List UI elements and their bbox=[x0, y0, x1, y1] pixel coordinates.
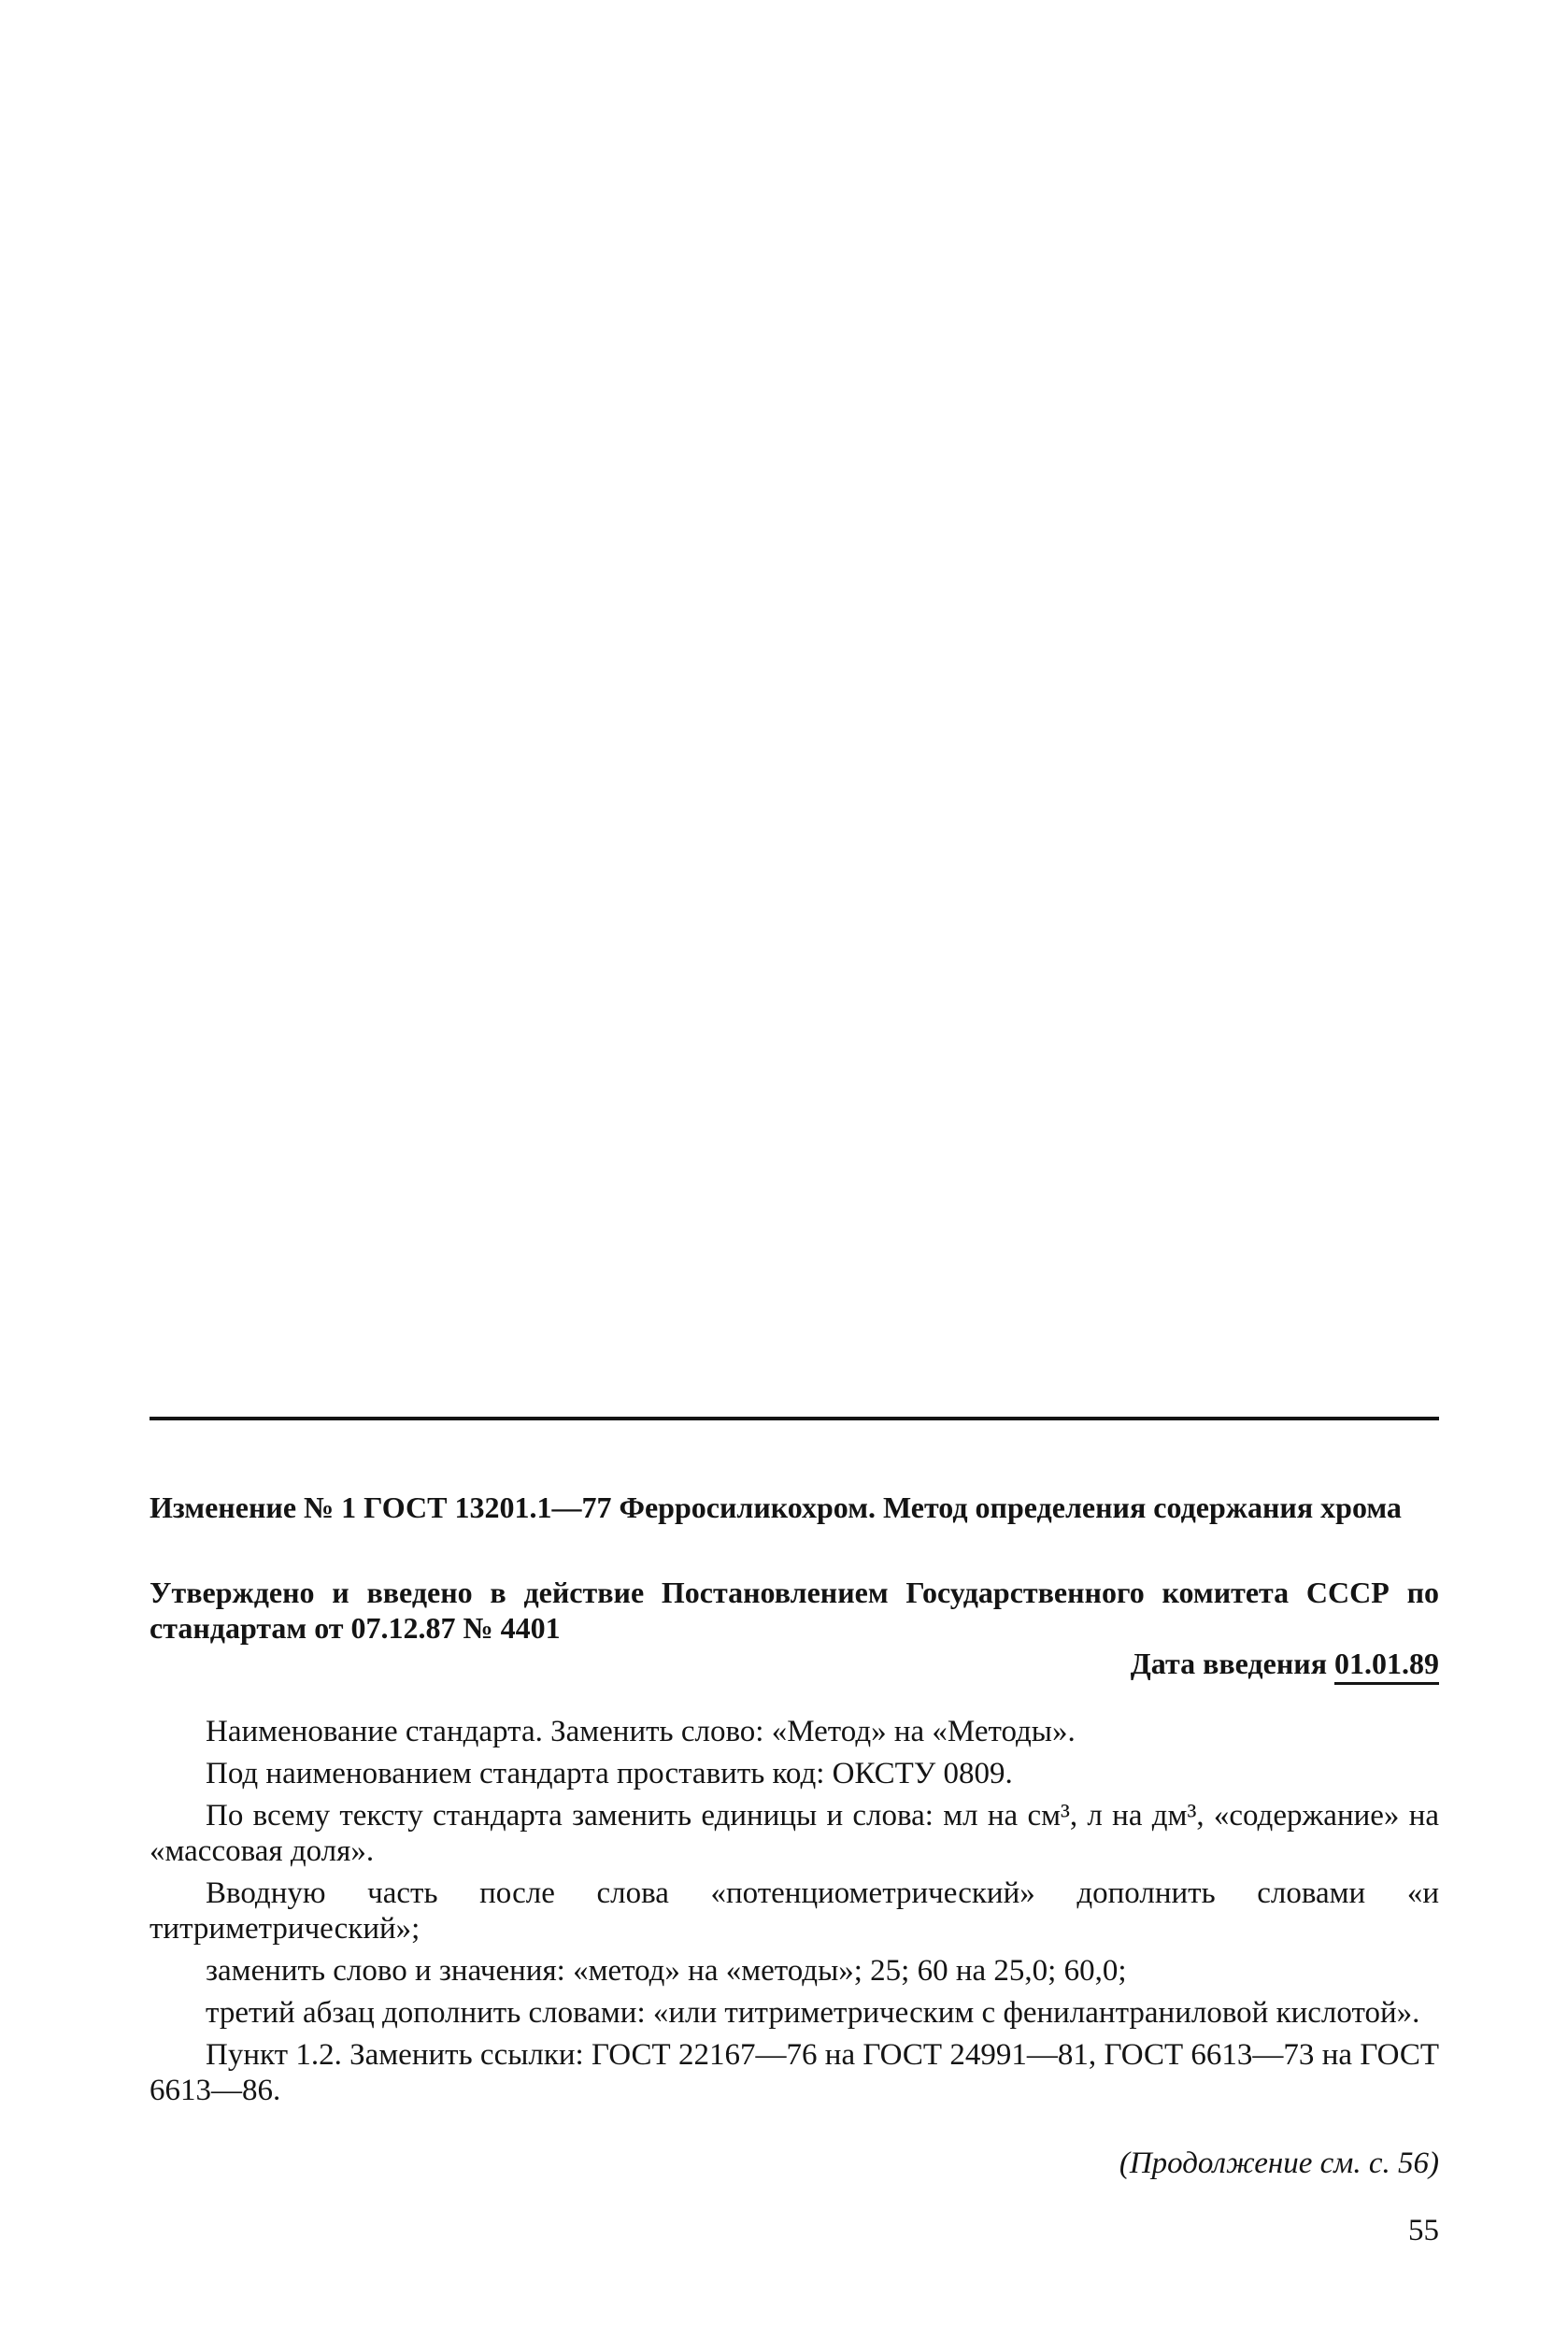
continued-note: (Продолжение см. с. 56) bbox=[1119, 2146, 1439, 2180]
amendment-body bbox=[150, 1714, 1439, 2115]
paragraph: третий абзац дополнить словами: «или титриметрическим с фенилантраниловой кислотой». bbox=[206, 1996, 1420, 2030]
approval-statement: Утверждено и введено в действие Постановлением Государственного комитета СССР по стандартам от 07.12.87 № 4401 bbox=[150, 1576, 1439, 1645]
paragraph: По всему тексту стандарта заменить единицы и слова: мл на см³, л на дм³, «содержание» на «массовая доля». bbox=[150, 1799, 1439, 1868]
paragraph: Пункт 1.2. Заменить ссылки: ГОСТ 22167—76 на ГОСТ 24991—81, ГОСТ 6613—73 на ГОСТ 6613—86. bbox=[150, 2038, 1439, 2107]
paragraph: Вводную часть после слова «потенциометрический» дополнить словами «и титриметрический»; bbox=[150, 1876, 1439, 1946]
paragraph: Под наименованием стандарта проставить код: ОКСТУ 0809. bbox=[206, 1757, 1013, 1790]
top-divider bbox=[150, 1417, 1439, 1420]
effective-date-value: 01.01.89 bbox=[1334, 1647, 1439, 1685]
effective-date-label: Дата введения bbox=[1130, 1647, 1327, 1680]
amendment-title: Изменение № 1 ГОСТ 13201.1—77 Ферросиликохром. Метод определения содержания хрома bbox=[150, 1490, 1402, 1524]
paragraph: заменить слово и значения: «метод» на «методы»; 25; 60 на 25,0; 60,0; bbox=[206, 1954, 1127, 1988]
effective-date bbox=[150, 1646, 1439, 1681]
paragraph: Наименование стандарта. Заменить слово: «Метод» на «Методы». bbox=[206, 1715, 1076, 1748]
page-number: 55 bbox=[1408, 2214, 1439, 2247]
